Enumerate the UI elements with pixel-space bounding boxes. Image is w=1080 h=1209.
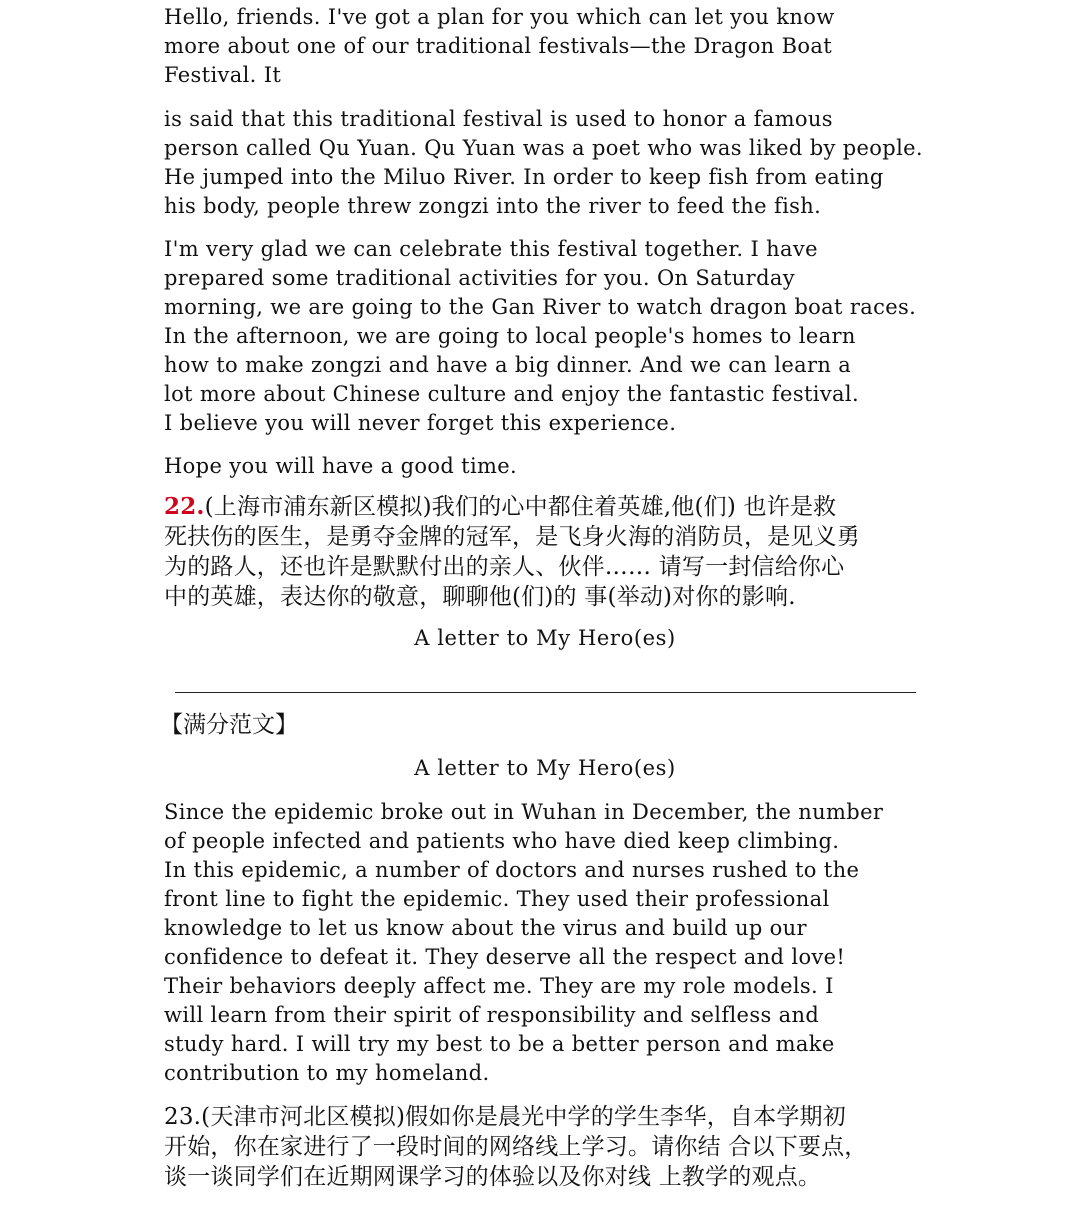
text-line: Their behaviors deeply affect me. They are my role models. I — [164, 974, 834, 998]
text-line: In this epidemic, a number of doctors and nurses rushed to the — [164, 858, 860, 882]
text-line: I'm very glad we can celebrate this festival together. I have — [164, 237, 818, 261]
text-line: prepared some traditional activities for you. On Saturday — [164, 266, 795, 290]
text-line: will learn from their spirit of responsibility and selfless and — [164, 1003, 820, 1027]
text-line: Hope you will have a good time. — [164, 454, 518, 478]
model-essay-heading: 【满分范文】 — [160, 712, 298, 738]
question-number: 22. — [164, 493, 205, 520]
text-line: front line to fight the epidemic. They used their professional — [164, 887, 830, 911]
question-23 — [164, 1102, 868, 1192]
passage-paragraph-3 — [164, 235, 916, 438]
model-essay-title: A letter to My Hero(es) — [414, 756, 676, 780]
text-line: He jumped into the Miluo River. In order to keep fish from eating — [164, 165, 884, 189]
question-line: 开始，你在家进行了一段时间的网络线上学习。请你结 合以下要点， — [164, 1134, 868, 1160]
writing-line-divider — [175, 692, 916, 693]
text-line: study hard. I will try my best to be a better person and make — [164, 1032, 835, 1056]
text-line: Hello, friends. I've got a plan for you which can let you know — [164, 5, 835, 29]
text-line: his body, people threw zongzi into the river to feed the fish. — [164, 194, 822, 218]
question-line: 死扶伤的医生，是勇夺金牌的冠军，是飞身火海的消防员，是见义勇 — [164, 524, 860, 550]
question-22 — [164, 492, 860, 612]
text-line: contribution to my homeland. — [164, 1061, 490, 1085]
question-line: 中的英雄，表达你的敬意，聊聊他(们)的 事(举动)对你的影响. — [164, 584, 796, 610]
question-text: (上海市浦东新区模拟)我们的心中都住着英雄,他(们) 也许是救 — [204, 494, 837, 520]
model-essay-body — [164, 798, 883, 1088]
passage-paragraph-2 — [164, 105, 923, 221]
text-line: person called Qu Yuan. Qu Yuan was a poet who was liked by people. — [164, 136, 923, 160]
question-line: 23.(天津市河北区模拟)假如你是晨光中学的学生李华，自本学期初 — [164, 1104, 846, 1130]
text-line: morning, we are going to the Gan River to watch dragon boat races. — [164, 295, 917, 319]
passage-paragraph-1 — [164, 3, 835, 90]
text-line: Festival. It — [164, 63, 282, 87]
text-line: more about one of our traditional festivals—the Dragon Boat — [164, 34, 833, 58]
passage-paragraph-4 — [164, 452, 517, 481]
question-line: 谈一谈同学们在近期网课学习的体验以及你对线 上教学的观点。 — [164, 1164, 822, 1190]
text-line: is said that this traditional festival is used to honor a famous — [164, 107, 833, 131]
question-line: 为的路人，还也许是默默付出的亲人、伙伴…… 请写一封信给你心 — [164, 554, 845, 580]
text-line: lot more about Chinese culture and enjoy the fantastic festival. — [164, 382, 859, 406]
text-line: how to make zongzi and have a big dinner. And we can learn a — [164, 353, 852, 377]
question-line — [164, 492, 860, 522]
text-line: Since the epidemic broke out in Wuhan in December, the number — [164, 800, 884, 824]
text-line: I believe you will never forget this experience. — [164, 411, 677, 435]
letter-title: A letter to My Hero(es) — [414, 626, 676, 650]
text-line: of people infected and patients who have died keep climbing. — [164, 829, 840, 853]
text-line: knowledge to let us know about the virus and build up our — [164, 916, 807, 940]
text-line: confidence to defeat it. They deserve all the respect and love! — [164, 945, 846, 969]
text-line: In the afternoon, we are going to local people's homes to learn — [164, 324, 856, 348]
